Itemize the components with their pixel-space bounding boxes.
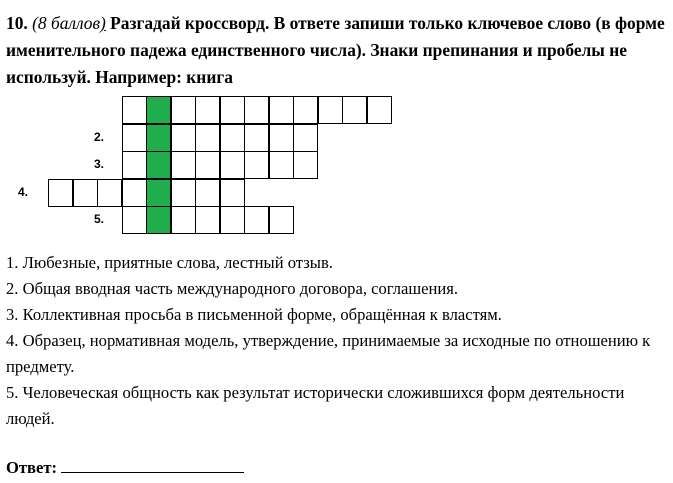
crossword-cell[interactable]	[244, 151, 269, 179]
crossword-cell[interactable]	[269, 96, 294, 124]
definitions-list	[6, 250, 666, 432]
key-cell[interactable]	[146, 96, 171, 124]
task-statement	[6, 10, 666, 91]
crossword-cell[interactable]	[244, 206, 269, 234]
crossword-cell[interactable]	[122, 96, 147, 124]
crossword-cell[interactable]	[293, 124, 318, 152]
crossword-cell[interactable]	[195, 206, 220, 234]
crossword-cell[interactable]	[269, 124, 294, 152]
crossword-cell[interactable]	[122, 179, 147, 207]
crossword-cell[interactable]	[293, 151, 318, 179]
key-cell[interactable]	[146, 179, 171, 207]
crossword-cell[interactable]	[122, 206, 147, 234]
key-cell[interactable]	[146, 151, 171, 179]
definition-3: 3. Коллективная просьба в письменной форме, обращённая к властям.	[6, 305, 502, 324]
crossword-cell[interactable]	[171, 206, 196, 234]
row-number-3: 3.	[94, 157, 105, 171]
key-cell[interactable]	[146, 124, 171, 152]
task-text: Разгадай кроссворд. В ответе запиши только ключевое слово (в форме именительного падежа единственного числа). Знаки препинания и пробелы не используй. Например: книга	[6, 13, 665, 87]
answer-line[interactable]	[61, 456, 244, 473]
crossword-cell[interactable]	[220, 96, 245, 124]
crossword-cell[interactable]	[48, 179, 73, 207]
definition-4: 4. Образец, нормативная модель, утверждение, принимаемые за исходные по отношению к предмету.	[6, 331, 651, 376]
crossword-cell[interactable]	[293, 96, 318, 124]
row-number-2: 2.	[94, 129, 105, 144]
definition-1: 1. Любезные, приятные слова, лестный отзыв.	[6, 253, 333, 272]
answer-label: Ответ:	[6, 458, 58, 477]
row-number-5: 5.	[94, 212, 105, 226]
crossword-cell[interactable]	[171, 151, 196, 179]
answer-field[interactable]	[6, 456, 244, 478]
crossword-cell[interactable]	[220, 179, 245, 207]
crossword-cell[interactable]	[171, 96, 196, 124]
crossword-cell[interactable]	[220, 206, 245, 234]
task-number: 10.	[6, 13, 28, 33]
crossword-cell[interactable]	[195, 124, 220, 152]
crossword-cell[interactable]	[195, 179, 220, 207]
crossword-cell[interactable]	[269, 151, 294, 179]
crossword-cell[interactable]	[97, 179, 122, 207]
crossword-cell[interactable]	[367, 96, 392, 124]
crossword-cell[interactable]	[269, 206, 294, 234]
crossword-cell[interactable]	[244, 124, 269, 152]
task-points: (8 баллов)	[32, 13, 106, 33]
crossword-cell[interactable]	[195, 151, 220, 179]
crossword-cell[interactable]	[73, 179, 98, 207]
crossword-cell[interactable]	[220, 151, 245, 179]
row-number-4: 4.	[18, 184, 29, 199]
crossword-cell[interactable]	[342, 96, 367, 124]
crossword-cell[interactable]	[122, 151, 147, 179]
crossword-cell[interactable]	[195, 96, 220, 124]
definition-5: 5. Человеческая общность как результат исторически сложившихся форм деятельности людей.	[6, 383, 625, 428]
definition-2: 2. Общая вводная часть международного договора, соглашения.	[6, 279, 459, 298]
key-cell[interactable]	[146, 206, 171, 234]
crossword-cell[interactable]	[244, 96, 269, 124]
crossword-cell[interactable]	[171, 179, 196, 207]
crossword-cell[interactable]	[318, 96, 343, 124]
crossword-cell[interactable]	[122, 124, 147, 152]
crossword-cell[interactable]	[220, 124, 245, 152]
crossword-cell[interactable]	[171, 124, 196, 152]
